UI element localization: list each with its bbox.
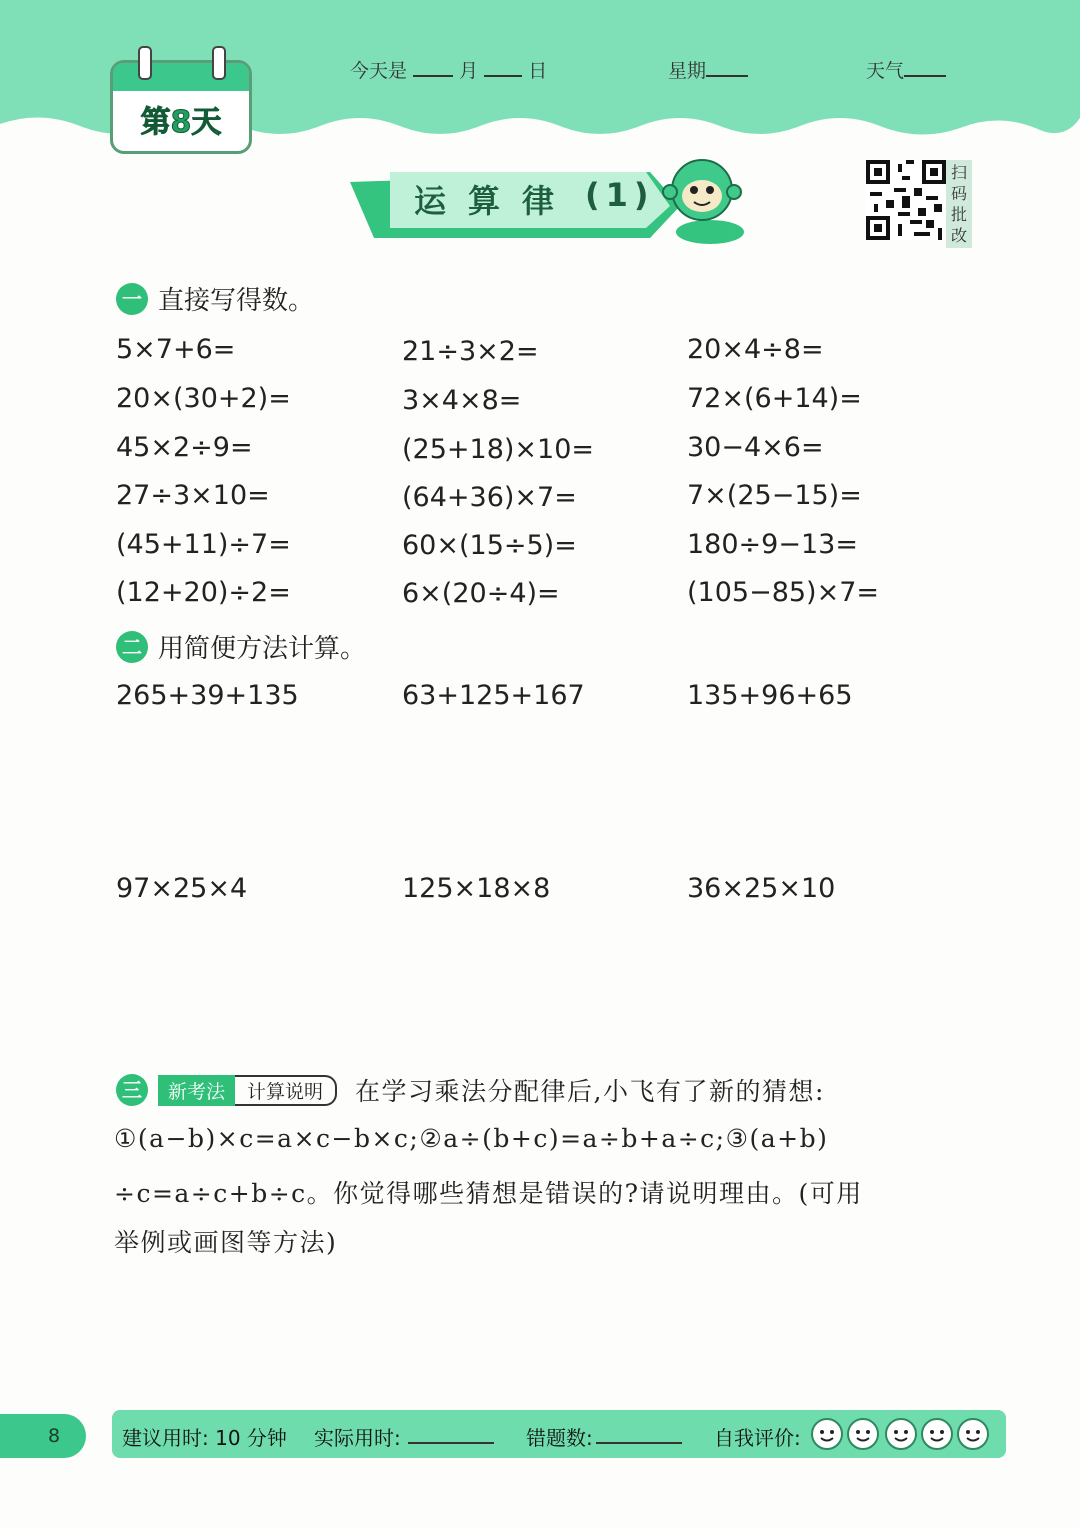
section1-heading: 一 直接写得数。 [116, 280, 314, 317]
wrong-count-input[interactable] [596, 1424, 682, 1444]
problem: 97×25×4 [116, 873, 248, 904]
problem: 135+96+65 [687, 680, 853, 711]
problem: 7×(25−15)= [687, 480, 862, 511]
problem: 63+125+167 [402, 680, 585, 711]
question-type-tag: 计算说明 [235, 1075, 337, 1106]
problem: 27÷3×10= [116, 480, 270, 511]
section3-heading [116, 1072, 825, 1108]
problem: (45+11)÷7= [116, 529, 291, 560]
problem: 72×(6+14)= [687, 383, 862, 414]
problem: 125×18×8 [402, 873, 551, 904]
day-label: 第8天 [140, 105, 222, 140]
problem: 3×4×8= [402, 385, 522, 416]
monkey-mascot-icon [662, 152, 748, 244]
problem: (25+18)×10= [402, 434, 595, 465]
scan-to-grade-label: 扫码批改 [946, 160, 972, 248]
problem: 5×7+6= [116, 334, 236, 365]
problem: 36×25×10 [687, 873, 836, 904]
question-line: 举例或画图等方法) [114, 1228, 338, 1257]
problem: 45×2÷9= [116, 432, 253, 463]
problem: 20×(30+2)= [116, 383, 291, 414]
weekday-field[interactable]: 星期 [668, 56, 748, 83]
calendar-ring-icon [138, 46, 152, 80]
problem: 60×(15÷5)= [402, 530, 577, 561]
new-method-tag: 新考法 [158, 1075, 235, 1106]
problem: (64+36)×7= [402, 482, 577, 513]
actual-time-input[interactable] [408, 1424, 494, 1444]
question-intro: 在学习乘法分配律后,小飞有了新的猜想: [355, 1077, 825, 1106]
smiley-rating-icon[interactable] [846, 1417, 880, 1451]
problem: 180÷9−13= [687, 529, 858, 560]
smiley-rating-icon[interactable] [810, 1417, 844, 1451]
wrong-count-label: 错题数: [526, 1426, 593, 1450]
weather-field[interactable]: 天气 [866, 56, 946, 83]
actual-time-label: 实际用时: [314, 1426, 401, 1450]
problem: 265+39+135 [116, 680, 299, 711]
section2-number: 二 [116, 631, 148, 663]
question-line: ÷c=a÷c+b÷c。你觉得哪些猜想是错误的?请说明理由。(可用 [114, 1179, 863, 1208]
smiley-rating-icon[interactable] [920, 1417, 954, 1451]
problem: 20×4÷8= [687, 334, 824, 365]
problem: (105−85)×7= [687, 577, 880, 608]
page-title: 运算律 [414, 182, 577, 220]
date-field[interactable]: 今天是 月 日 [350, 56, 547, 83]
section1-number: 一 [116, 283, 148, 315]
smiley-rating-icon[interactable] [884, 1417, 918, 1451]
calendar-ring-icon [212, 46, 226, 80]
qr-code-icon[interactable] [866, 160, 946, 240]
question-line: ①(a−b)×c=a×c−b×c;②a÷(b+c)=a÷b+a÷c;③(a+b) [114, 1124, 829, 1153]
smiley-rating-icon[interactable] [956, 1417, 990, 1451]
page-number-tab [0, 1414, 86, 1458]
problem: (12+20)÷2= [116, 577, 291, 608]
section3-number: 三 [116, 1074, 148, 1106]
self-eval-label: 自我评价: [714, 1426, 801, 1450]
problem: 30−4×6= [687, 432, 824, 463]
section2-heading: 二 用简便方法计算。 [116, 628, 366, 665]
problem: 6×(20÷4)= [402, 578, 560, 609]
day-badge [110, 60, 252, 154]
page-title-suffix: (1) [585, 176, 655, 214]
page-number: 8 [48, 1425, 61, 1447]
problem: 21÷3×2= [402, 336, 539, 367]
suggested-time: 建议用时: 10 分钟 [122, 1426, 287, 1450]
